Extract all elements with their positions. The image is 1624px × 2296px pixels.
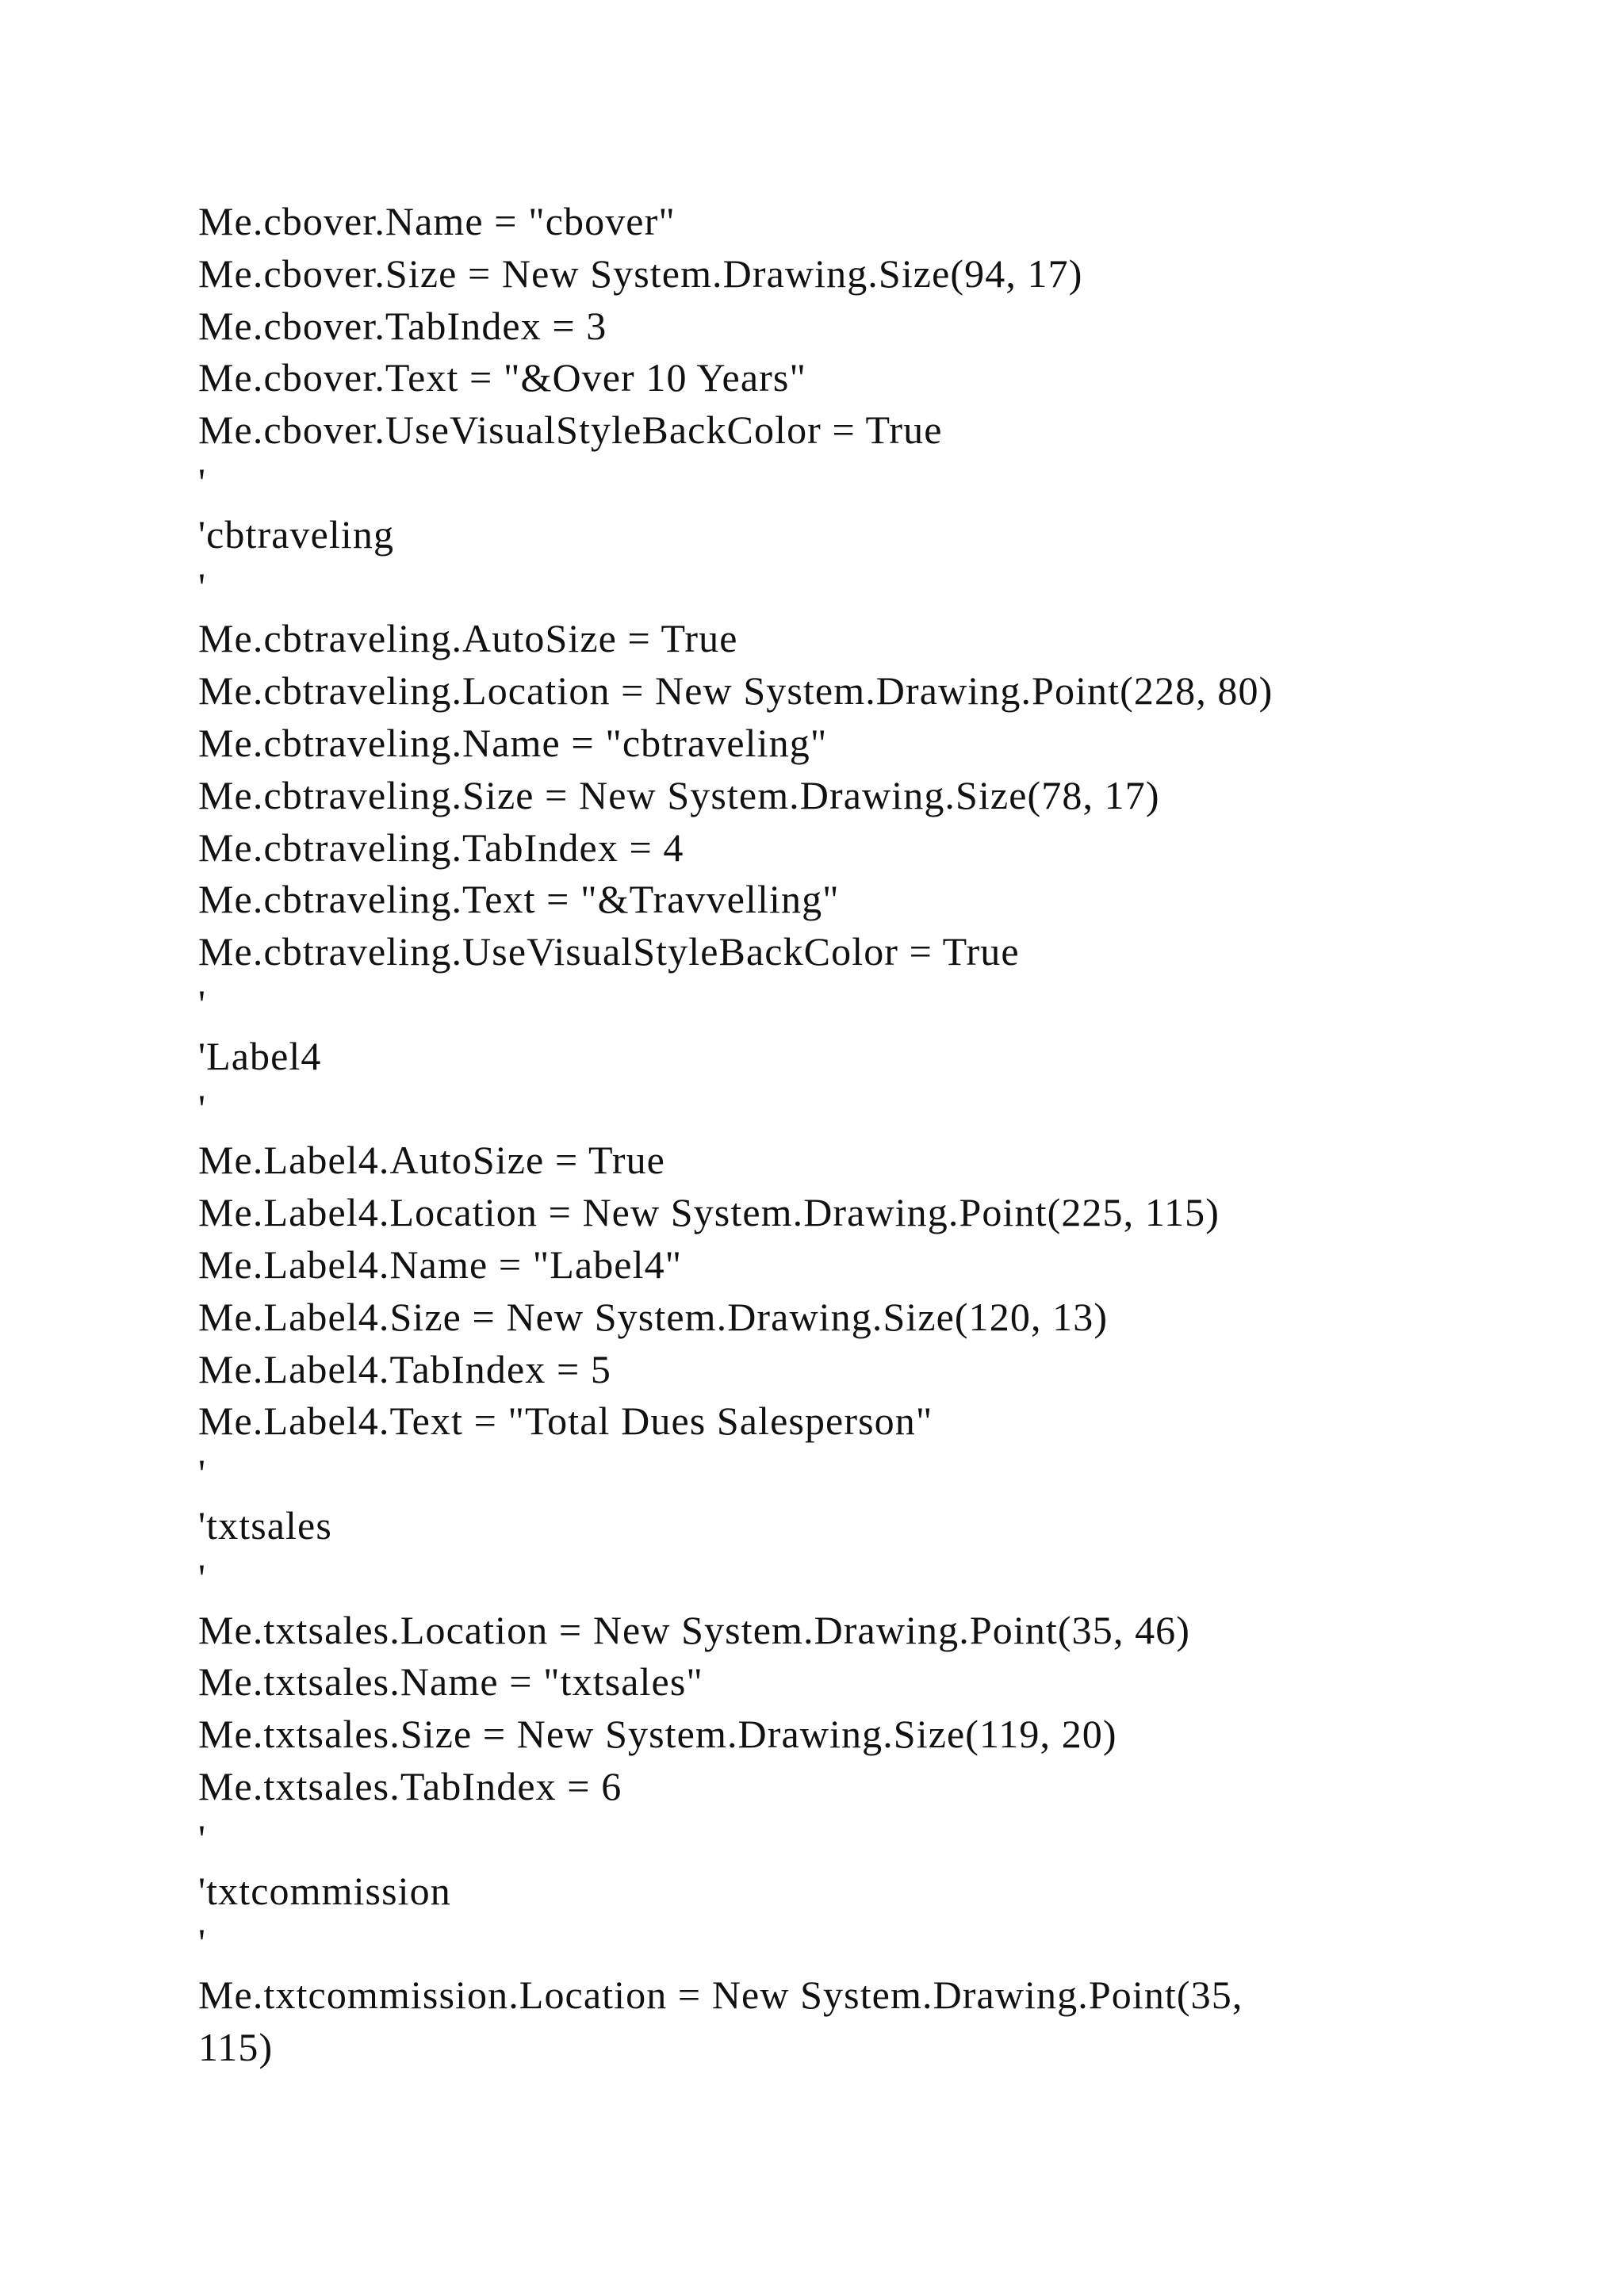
code-line: Me.Label4.Size = New System.Drawing.Size(120, 13) xyxy=(198,1294,1109,1339)
code-line: ' xyxy=(198,459,207,504)
code-line: ' xyxy=(198,1816,207,1861)
code-line: 115) xyxy=(198,2024,274,2069)
code-line: 'txtsales xyxy=(198,1502,332,1548)
code-line: Me.Label4.Location = New System.Drawing.Point(225, 115) xyxy=(198,1190,1220,1235)
code-line: Me.Label4.AutoSize = True xyxy=(198,1138,665,1183)
code-line: Me.cbtraveling.Size = New System.Drawing.Size(78, 17) xyxy=(198,772,1160,817)
code-line: Me.Label4.Text = "Total Dues Salesperson" xyxy=(198,1399,933,1444)
code-listing xyxy=(198,196,1273,2074)
code-line: Me.Label4.Name = "Label4" xyxy=(198,1242,683,1287)
code-line: 'Label4 xyxy=(198,1033,322,1078)
code-line: Me.cbover.TabIndex = 3 xyxy=(198,303,607,348)
code-line: ' xyxy=(198,1085,207,1131)
code-line: Me.cbtraveling.Text = "&Travvelling" xyxy=(198,877,840,922)
code-line: 'cbtraveling xyxy=(198,511,395,557)
code-line: Me.cbtraveling.AutoSize = True xyxy=(198,616,738,661)
code-line: Me.txtcommission.Location = New System.Drawing.Point(35, xyxy=(198,1973,1243,2018)
code-line: 'txtcommission xyxy=(198,1868,451,1913)
code-line: Me.cbover.Size = New System.Drawing.Size(94, 17) xyxy=(198,251,1083,296)
code-line: ' xyxy=(198,1451,207,1496)
code-line: Me.cbover.Text = "&Over 10 Years" xyxy=(198,355,806,400)
code-line: ' xyxy=(198,981,207,1026)
code-line: Me.cbtraveling.Name = "cbtraveling" xyxy=(198,720,828,765)
code-line: Me.txtsales.Size = New System.Drawing.Size(119, 20) xyxy=(198,1712,1117,1757)
code-line: Me.txtsales.Name = "txtsales" xyxy=(198,1659,703,1705)
code-line: Me.cbtraveling.UseVisualStyleBackColor = True xyxy=(198,929,1020,974)
code-line: ' xyxy=(198,1920,207,1965)
code-line: Me.cbtraveling.TabIndex = 4 xyxy=(198,825,684,870)
code-line: ' xyxy=(198,1555,207,1600)
code-line: Me.txtsales.Location = New System.Drawing.Point(35, 46) xyxy=(198,1607,1191,1652)
code-line: Me.Label4.TabIndex = 5 xyxy=(198,1346,611,1391)
code-line: Me.cbtraveling.Location = New System.Drawing.Point(228, 80) xyxy=(198,668,1274,714)
code-line: Me.cbover.Name = "cbover" xyxy=(198,199,676,243)
code-line: ' xyxy=(198,564,207,609)
code-line: Me.cbover.UseVisualStyleBackColor = True xyxy=(198,408,943,453)
code-line: Me.txtsales.TabIndex = 6 xyxy=(198,1763,622,1808)
